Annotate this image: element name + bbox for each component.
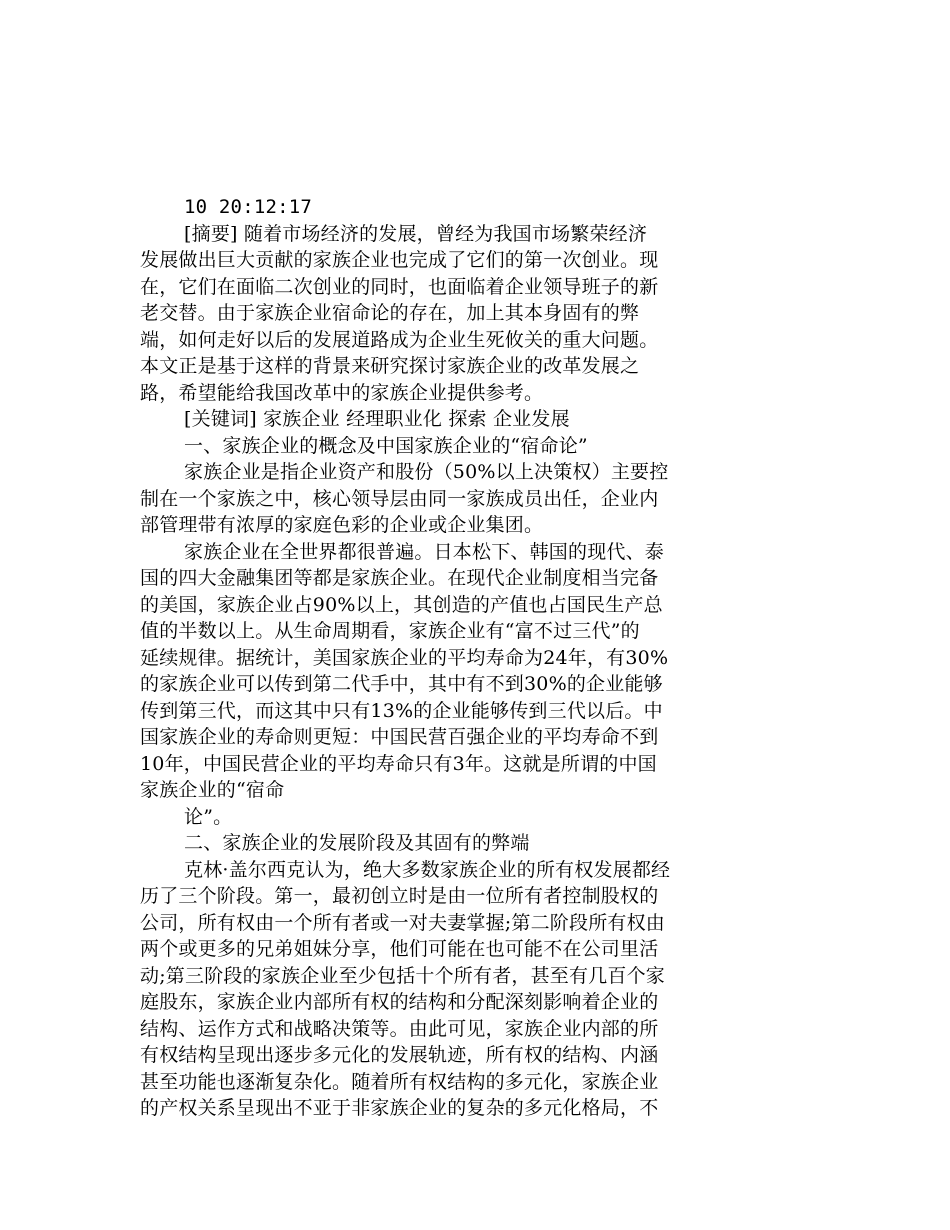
text-line: 论”。	[184, 805, 233, 828]
text-line: 家族企业在全世界都很普遍。日本松下、韩国的现代、泰	[184, 540, 665, 563]
text-line: 发展做出巨大贡献的家族企业也完成了它们的第一次创业。现	[140, 249, 659, 271]
text-line: 庭股东，家族企业内部所有权的结构和分配深刻影响着企业的	[140, 991, 659, 1013]
text-line: 延续规律。据统计，美国家族企业的平均寿命为24年，有30%	[140, 646, 669, 669]
text-line: 甚至功能也逐渐复杂化。随着所有权结构的多元化，家族企业	[140, 1070, 659, 1093]
text-line: 家族企业的“宿命	[140, 779, 285, 801]
text-line: 制在一个家族之中，核心领导层由同一家族成员出任，企业内	[140, 487, 659, 510]
text-line: 一、家族企业的概念及中国家族企业的“宿命论”	[184, 434, 588, 457]
text-line: 在，它们在面临二次创业的同时，也面临着企业领导班子的新	[140, 275, 659, 298]
text-line: 传到第三代，而这其中只有13%的企业能够传到三代以后。中	[140, 699, 663, 722]
text-line: 端，如何走好以后的发展道路成为企业生死攸关的重大问题。	[140, 328, 659, 351]
text-line: 部管理带有浓厚的家庭色彩的企业或企业集团。	[140, 514, 544, 536]
text-line: 二、家族企业的发展阶段及其固有的弊端	[184, 832, 530, 854]
timestamp: 10 20:12:17	[184, 196, 313, 218]
text-line: 10年，中国民营企业的平均寿命只有3年。这就是所谓的中国	[140, 752, 657, 775]
text-line: 国家族企业的寿命则更短：中国民营百强企业的平均寿命不到	[140, 726, 659, 748]
text-line: 路，希望能给我国改革中的家族企业提供参考。	[140, 381, 544, 404]
text-line: 历了三个阶段。第一，最初创立时是由一位所有者控制股权的	[140, 885, 659, 907]
text-line: [关键词] 家族企业 经理职业化 探索 企业发展	[184, 408, 570, 430]
document-body	[140, 221, 740, 1122]
document-page	[140, 194, 740, 1122]
text-line: 家族企业是指企业资产和股份（50%以上决策权）主要控	[184, 461, 669, 483]
text-line: 公司，所有权由一个所有者或一对夫妻掌握;第二阶段所有权由	[140, 911, 666, 934]
text-line: 值的半数以上。从生命周期看，家族企业有“富不过三代”的	[140, 620, 640, 642]
text-line: 两个或更多的兄弟姐妹分享，他们可能在也可能不在公司里活	[140, 938, 659, 960]
text-line: 克林·盖尔西克认为，绝大多数家族企业的所有权发展都经	[184, 858, 671, 881]
text-line: 老交替。由于家族企业宿命论的存在，加上其本身固有的弊	[140, 302, 640, 324]
text-line: 动;第三阶段的家族企业至少包括十个所有者，甚至有几百个家	[140, 964, 666, 987]
text-line: 国的四大金融集团等都是家族企业。在现代企业制度相当完备	[140, 567, 659, 589]
text-line: [摘要] 随着市场经济的发展，曾经为我国市场繁荣经济	[184, 222, 648, 245]
text-line: 结构、运作方式和战略决策等。由此可见，家族企业内部的所	[140, 1017, 659, 1040]
text-line: 的家族企业可以传到第二代手中，其中有不到30%的企业能够	[140, 673, 663, 695]
text-line: 的美国，家族企业占90%以上，其创造的产值也占国民生产总	[140, 593, 663, 616]
text-line: 本文正是基于这样的背景来研究探讨家族企业的改革发展之	[140, 355, 640, 377]
text-line: 有权结构呈现出逐步多元化的发展轨迹，所有权的结构、内涵	[140, 1044, 659, 1066]
text-line: 的产权关系呈现出不亚于非家族企业的复杂的多元化格局，不	[140, 1097, 659, 1119]
